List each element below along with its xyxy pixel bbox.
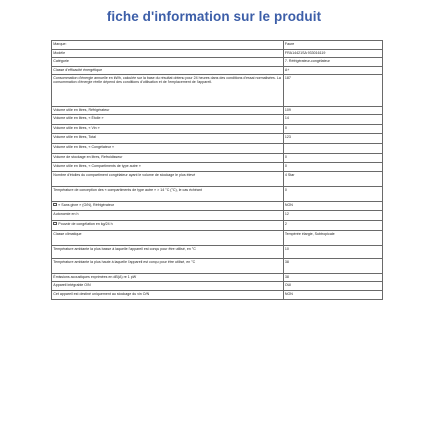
row-value: NON (283, 202, 383, 211)
row-value: Tempérée élargie, Subtropicale (283, 231, 383, 246)
row-label (52, 134, 284, 144)
row-label (52, 246, 284, 259)
table-row (52, 163, 383, 172)
product-info-rows (52, 41, 383, 300)
row-label-text: Pouvoir de congélation en kg/24 h (58, 221, 113, 226)
row-label (52, 282, 284, 291)
row-value: 7. Réfrigérateur-congélateur (283, 58, 383, 67)
row-value: 38 (283, 259, 383, 274)
table-row (52, 172, 383, 187)
row-value: 14 (283, 115, 383, 125)
row-value: FRA14421SA 933016119 (283, 50, 383, 58)
row-label-text: Marque: (53, 41, 67, 46)
row-label-text: Catégorie (53, 58, 69, 63)
row-value: 38 (283, 274, 383, 282)
row-label-text: Consommation d'énergie annuelle en kWh, calculée sur la base du résultat obtenu pour 24 heures dans des conditions d'essai normalisées. La consommation d'énergie réelle dépend des conditions d'utilisation et de l'emplacement de l'appareil. (53, 75, 281, 84)
row-label (52, 75, 284, 107)
row-value: 10 (283, 246, 383, 259)
table-row (52, 125, 383, 134)
row-label-text: Volume utile en litres, « Vin » (53, 125, 100, 130)
row-label (52, 172, 284, 187)
row-label (52, 41, 284, 50)
table-row (52, 202, 383, 211)
table-row (52, 107, 383, 115)
table-row (52, 259, 383, 274)
row-label (52, 291, 284, 300)
row-label-text: Volume de stockage en litres, Refroidisseur (53, 154, 123, 159)
row-value: 187 (283, 75, 383, 107)
row-value: OUI (283, 282, 383, 291)
row-label-text: Appareil intégrable O/N (53, 282, 91, 287)
row-label-text: Température de conception des « compartiments de type autre » > 14 °C (°C), le cas échéant (53, 187, 202, 192)
table-row (52, 187, 383, 202)
row-label-text: Volume utile en litres, « Étoile » (53, 115, 104, 120)
table-row (52, 41, 383, 50)
row-value: A+ (283, 67, 383, 75)
row-label-text: Classe climatique (53, 231, 82, 236)
row-label (52, 221, 284, 231)
row-label (52, 58, 284, 67)
row-label-text: Modèle (53, 50, 66, 55)
row-label-text: Émissions acoustiques exprimées en dB(A) re 1 pW (53, 274, 137, 279)
row-label-text: Température ambiante la plus haute à laquelle l'appareil est conçu pour être utilisé, en °C (53, 259, 196, 264)
table-row (52, 50, 383, 58)
row-label (52, 274, 284, 282)
info-icon (53, 222, 57, 225)
table-row (52, 282, 383, 291)
table-row (52, 115, 383, 125)
row-value: 0 (283, 187, 383, 202)
row-value: 12 (283, 211, 383, 221)
table-row (52, 75, 383, 107)
row-label (52, 211, 284, 221)
table-row (52, 211, 383, 221)
row-label (52, 50, 284, 58)
row-value: 0 (283, 163, 383, 172)
row-label (52, 187, 284, 202)
row-value: Faure (283, 41, 383, 50)
row-label (52, 144, 284, 154)
product-info-table (51, 40, 383, 300)
table-row (52, 58, 383, 67)
table-row (52, 67, 383, 75)
row-label-text: Température ambiante la plus basse à laquelle l'appareil est conçu pour être utilisé, en °C (53, 246, 196, 251)
row-label-text: Classe d'efficacité énergétique (53, 67, 103, 72)
page-title: fiche d'information sur le produit (106, 9, 322, 24)
row-value: 2 (283, 221, 383, 231)
row-label (52, 107, 284, 115)
row-value: 109 (283, 107, 383, 115)
row-value: 0 (283, 125, 383, 134)
table-row (52, 134, 383, 144)
row-label (52, 154, 284, 163)
row-label (52, 115, 284, 125)
row-label-text: « Sans givre » (O/N), Réfrigérateur (58, 202, 115, 207)
row-label (52, 202, 284, 211)
info-icon (53, 203, 57, 206)
row-label (52, 259, 284, 274)
row-value (283, 144, 383, 154)
row-label-text: Cet appareil est destiné uniquement au stockage du vin O/N (53, 291, 150, 296)
row-label-text: Volume utile en litres, « Congélateur » (53, 144, 115, 149)
table-row (52, 274, 383, 282)
table-row (52, 154, 383, 163)
table-row (52, 144, 383, 154)
row-label (52, 67, 284, 75)
row-label-text: Volume utile en litres, Réfrigérateur (53, 107, 110, 112)
table-row (52, 246, 383, 259)
row-label (52, 125, 284, 134)
row-label-text: Autonomie en h (53, 211, 79, 216)
row-label (52, 231, 284, 246)
row-label-text: Nombre d'étoiles du compartiment congélateur ayant le volume de stockage le plus élevé (53, 172, 196, 177)
row-value: 0 (283, 154, 383, 163)
row-value: 123 (283, 134, 383, 144)
table-row (52, 231, 383, 246)
table-row (52, 291, 383, 300)
row-label-text: Volume utile en litres, Total (53, 134, 96, 139)
row-label-text: Volume utile en litres, « Compartiments de type autre » (53, 163, 141, 168)
row-label (52, 163, 284, 172)
table-row (52, 221, 383, 231)
row-value: NON (283, 291, 383, 300)
row-value: 4 Star (283, 172, 383, 187)
